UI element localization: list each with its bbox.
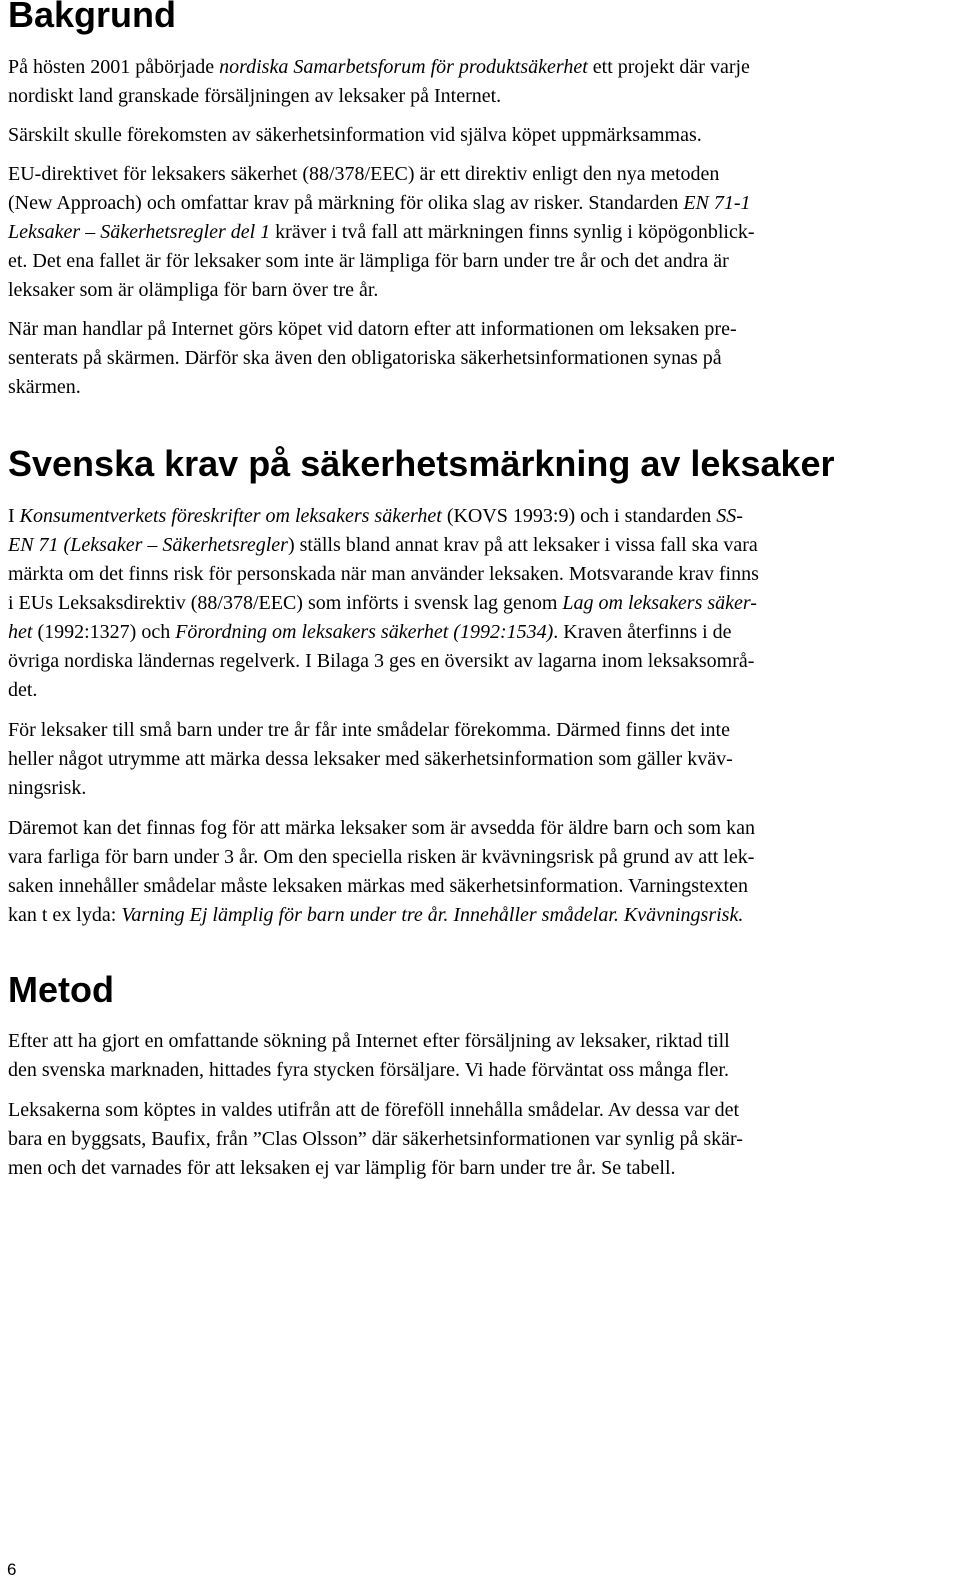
text-run: ) ställs bland annat krav på att leksaker i vissa fall ska vara märkta om det finns risk för personskada när man använder leksaken. Motsvarande krav finns i EUs Leksaksdirektiv (88/378/EEC) som införts i svensk lag genom [8, 534, 759, 614]
text-run: På hösten 2001 påbörjade [8, 56, 220, 78]
paragraph-svenska-3 [8, 814, 948, 930]
paragraph-svenska-1 [8, 502, 948, 705]
paragraph-bakgrund-2: Särskilt skulle förekomsten av säkerhetsinformation vid själva köpet uppmärksammas. [8, 124, 702, 146]
text-run: (KOVS 1993:9) och i standarden [441, 505, 717, 527]
text-run: EU-direktivet för leksakers säkerhet (88/378/EEC) är ett direktiv enligt den nya metoden (New Approach) och omfattar krav på märkning för olika slag av risker. Standarden [8, 163, 720, 214]
text-run: ett projekt där varje nordiskt land granskade försäljningen av leksaker på Internet. [8, 56, 750, 107]
text-run: Däremot kan det finnas fog för att märka leksaker som är avsedda för äldre barn och som kan vara farliga för barn under 3 år. Om den speciella risken är kvävningsrisk på grund av att lek- saken innehåller smådelar måste leksaken märkas med säkerhetsinformation. Varningstexten kan t ex lyda: [8, 817, 755, 926]
text-run: kräver i två fall att märkningen finns synlig i köpögonblick- et. Det ena fallet är för leksaker som inte är lämpliga för barn under tre år och det andra är leksaker som är olämpliga för barn över tre år. [8, 221, 755, 301]
heading-svenska-krav: Svenska krav på säkerhetsmärkning av leksaker [8, 443, 835, 484]
heading-metod: Metod [8, 969, 114, 1010]
italic-run: EN 71-1 Leksaker – Säkerhetsregler del 1 [8, 192, 751, 243]
italic-run: Konsumentverkets föreskrifter om leksakers säkerhet [19, 505, 442, 527]
paragraph-metod-1: Efter att ha gjort en omfattande sökning på Internet efter försäljning av leksaker, riktad till den svenska marknaden, hittades fyra stycken försäljare. Vi hade förväntat oss många fler. [8, 1030, 730, 1081]
page-number: 6 [7, 1560, 17, 1579]
italic-run: Varning Ej lämplig för barn under tre år. Innehåller smådelar. Kvävningsrisk. [121, 904, 744, 926]
paragraph-bakgrund-4: När man handlar på Internet görs köpet vid datorn efter att informationen om leksaken pre- senterats på skärmen. Därför ska även den obligatoriska säkerhetsinformationen synas på skärmen. [8, 318, 737, 398]
italic-run: Förordning om leksakers säkerhet (1992:1534) [175, 621, 554, 643]
text-run: . Kraven återfinns i de övriga nordiska ländernas regelverk. I Bilaga 3 ges en översikt av lagarna inom leksaksområ- det. [8, 621, 755, 701]
paragraph-bakgrund-1 [8, 53, 948, 111]
paragraph-bakgrund-3 [8, 160, 948, 305]
text-run: (1992:1327) och [32, 621, 176, 643]
paragraph-svenska-2: För leksaker till små barn under tre år får inte smådelar förekomma. Därmed finns det inte heller något utrymme att märka dessa leksaker med säkerhetsinformation som gäller kväv- ningsrisk. [8, 719, 733, 799]
italic-run: nordiska Samarbetsforum för produktsäkerhet [219, 56, 588, 78]
italic-run: SS- EN 71 (Leksaker – Säkerhetsregler [8, 505, 743, 556]
paragraph-metod-2: Leksakerna som köptes in valdes utifrån att de föreföll innehålla smådelar. Av dessa var det bara en byggsats, Baufix, från ”Clas Olsson” där säkerhetsinformationen var synlig på skär- men och det varnades för att leksaken ej var lämplig för barn under tre år. Se tabell. [8, 1099, 743, 1179]
heading-bakgrund: Bakgrund [8, 0, 177, 35]
italic-run: Lag om leksakers säker- het [8, 592, 757, 643]
text-run: I [8, 505, 20, 527]
page-content [8, 0, 948, 1193]
